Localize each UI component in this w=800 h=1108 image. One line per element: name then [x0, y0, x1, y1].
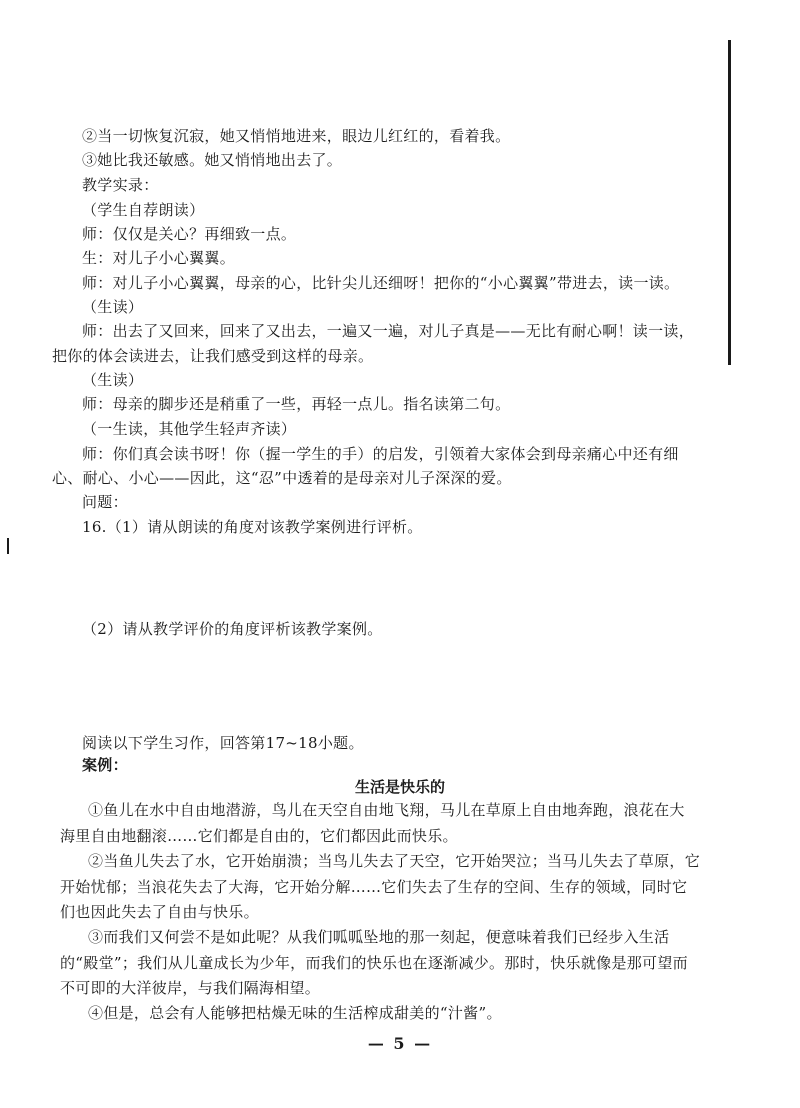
record-line: 生：对儿子小心翼翼。: [82, 249, 236, 267]
essay-paragraph-1-cont: 海里自由地翻滚……它们都是自由的，它们都因此而快乐。: [60, 827, 458, 845]
questions-label: 问题：: [82, 493, 128, 511]
record-line: （生读）: [82, 298, 144, 316]
case-label: 案例：: [82, 756, 128, 774]
page-number: — 5 —: [367, 1034, 433, 1053]
essay-paragraph-3-cont: 的“殿堂”；我们从儿童成长为少年，而我们的快乐也在逐渐减少。那时，快乐就像是那可望而: [60, 954, 688, 972]
essay-paragraph-2-cont: 们也因此失去了自由与快乐。: [60, 903, 259, 921]
record-line: 师：母亲的脚步还是稍重了一些，再轻一点儿。指名读第二句。: [82, 395, 511, 413]
essay-title: 生活是快乐的: [354, 778, 445, 796]
essay-paragraph-1: ①鱼儿在水中自由地潜游，鸟儿在天空自由地飞翔，马儿在草原上自由地奔跑，浪花在大: [88, 801, 685, 819]
essay-paragraph-3-cont: 不可即的大洋彼岸，与我们隔海相望。: [60, 979, 321, 997]
record-line: 心、耐心、小心——因此，这“忍”中透着的是母亲对儿子深深的爱。: [52, 469, 512, 487]
record-label: 教学实录：: [82, 176, 159, 194]
record-line: （生读）: [82, 371, 144, 389]
case-sentence-2: ②当一切恢复沉寂，她又悄悄地进来，眼边儿红红的，看着我。: [82, 127, 511, 145]
record-line: 把你的体会读进去，让我们感受到这样的母亲。: [52, 347, 374, 365]
record-line: 师：对儿子小心翼翼，母亲的心，比针尖儿还细呀！把你的“小心翼翼”带进去，读一读。: [82, 274, 680, 292]
essay-paragraph-2-cont: 开始忧郁；当浪花失去了大海，它开始分解……它们失去了生存的空间、生存的领域，同时它: [60, 878, 688, 896]
record-line: 师：出去了又回来，回来了又出去，一遍又一遍，对儿子真是——无比有耐心啊！读一读，: [82, 322, 695, 340]
question-16-1: 16.（1）请从朗读的角度对该教学案例进行评析。: [82, 518, 423, 536]
essay-paragraph-4: ④但是，总会有人能够把枯燥无味的生活榨成甜美的“汁酱”。: [88, 1004, 502, 1022]
essay-paragraph-3: ③而我们又何尝不是如此呢？从我们呱呱坠地的那一刻起，便意味着我们已经步入生活: [88, 928, 670, 946]
essay-paragraph-2: ②当鱼儿失去了水，它开始崩溃；当鸟儿失去了天空，它开始哭泣；当马儿失去了草原，它: [88, 852, 701, 870]
record-line: 师：你们真会读书呀！你（握一学生的手）的启发，引领着大家体会到母亲痛心中还有细: [82, 445, 679, 463]
record-line: （学生自荐朗读）: [82, 201, 205, 219]
scan-mark: [7, 538, 9, 554]
record-line: （一生读，其他学生轻声齐读）: [82, 420, 297, 438]
question-16-2: （2）请从教学评价的角度评析该教学案例。: [82, 620, 383, 638]
scan-edge-line: [728, 40, 731, 365]
case-sentence-3: ③她比我还敏感。她又悄悄地出去了。: [82, 151, 343, 169]
reading-intro: 阅读以下学生习作，回答第17~18小题。: [82, 734, 364, 752]
record-line: 师：仅仅是关心？再细致一点。: [82, 225, 297, 243]
